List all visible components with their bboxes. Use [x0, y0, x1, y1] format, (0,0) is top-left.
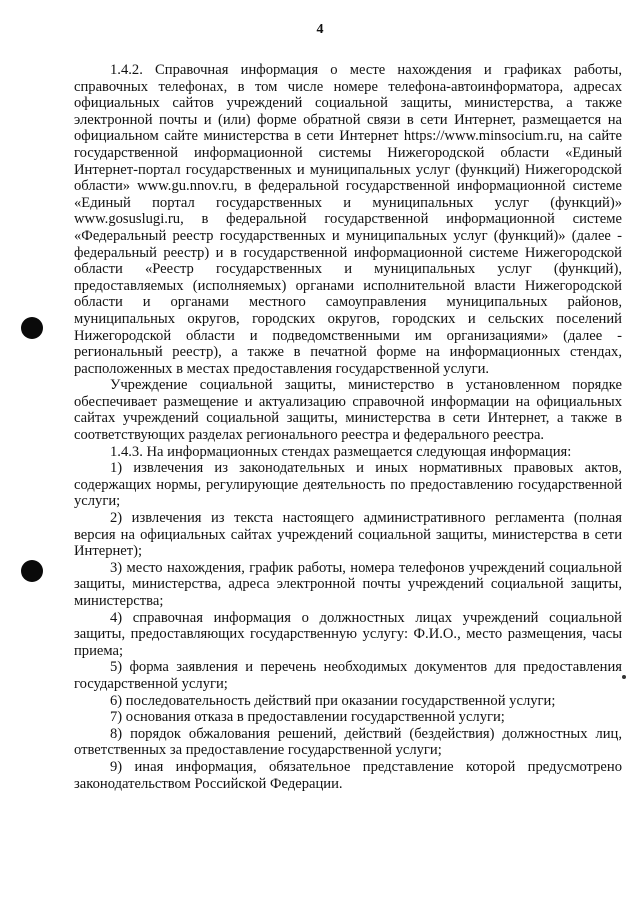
page-number: 4	[316, 22, 324, 37]
punch-hole-top	[21, 317, 43, 339]
list-item-6: 6) последовательность действий при оказании государственной услуги;	[110, 692, 556, 709]
document-body	[74, 62, 622, 792]
list-item-8: 8) порядок обжалования решений, действий (бездействия) должностных лиц, ответственных за предоставление государственной услуги;	[74, 725, 622, 759]
list-item-5: 5) форма заявления и перечень необходимых документов для предоставления государственной услуги;	[74, 659, 622, 692]
paragraph-1-4-2: 1.4.2. Справочная информация о месте нахождения и графиках работы, справочных телефонах, в том числе номере телефона-автоинформатора, адресах официальных сайтов учреждений социальной защиты, министерства, а также электронной почты и (или) форме обратной связи в сети Интернет, размещается на официальном сайте министерства в сети Интернет https://www.minsocium.ru, на сайте государственной информационной системы Нижегородской области «Единый Интернет-портал государственных и муниципальных услуг (функций) Нижегородской области» www.gu.nnov.ru, в федеральной государственной информационной системе «Единый портал государственных и муниципальных услуг (функций)» www.gosuslugi.ru, в федеральной государственной информационной системе «Федеральный реестр государственных и муниципальных услуг (функций)» (далее - федеральный реестр) и в государственной информационной системе Нижегородской области «Реестр государственных и муниципальных услуг (функций), предоставляемых (исполняемых) органами исполнительной власти Нижегородской области и органами местного самоуправления муниципальных районов, муниципальных округов, городских округов, городских и сельских поселений Нижегородской области и подведомственными им организациями» (далее - региональный реестр), а также в печатной форме на информационных стендах, расположенных в местах предоставления государственной услуги.	[74, 62, 622, 377]
list-item-1: 1) извлечения из законодательных и иных нормативных правовых актов, содержащих нормы, регулирующие деятельность по предоставлению государственной услуги;	[74, 460, 622, 510]
list-item-2: 2) извлечения из текста настоящего административного регламента (полная версия на официальных сайтах учреждений социальной защиты, министерства в сети Интернет);	[74, 510, 622, 560]
paragraph-publication-duty: Учреждение социальной защиты, министерство в установленном порядке обеспечивает размещение и актуализацию справочной информации на официальных сайтах учреждений социальной защиты, министерства в сети Интернет, а также в соответствующих разделах регионального реестра и федерального реестра.	[74, 377, 622, 444]
scan-mark	[622, 675, 626, 679]
list-item-9: 9) иная информация, обязательное представление которой предусмотрено законодательством Российской Федерации.	[74, 758, 622, 792]
list-item-3: 3) место нахождения, график работы, номера телефонов учреждений социальной защиты, министерства, адреса электронной почты учреждений социальной защиты, министерства;	[74, 559, 622, 609]
punch-hole-bottom	[21, 560, 43, 582]
list-item-4: 4) справочная информация о должностных лицах учреждений социальной защиты, предоставляющих государственную услугу: Ф.И.О., место размещения, часы приема;	[74, 609, 622, 659]
list-item-7: 7) основания отказа в предоставлении государственной услуги;	[110, 709, 505, 726]
paragraph-1-4-3: 1.4.3. На информационных стендах размещается следующая информация:	[110, 443, 572, 460]
